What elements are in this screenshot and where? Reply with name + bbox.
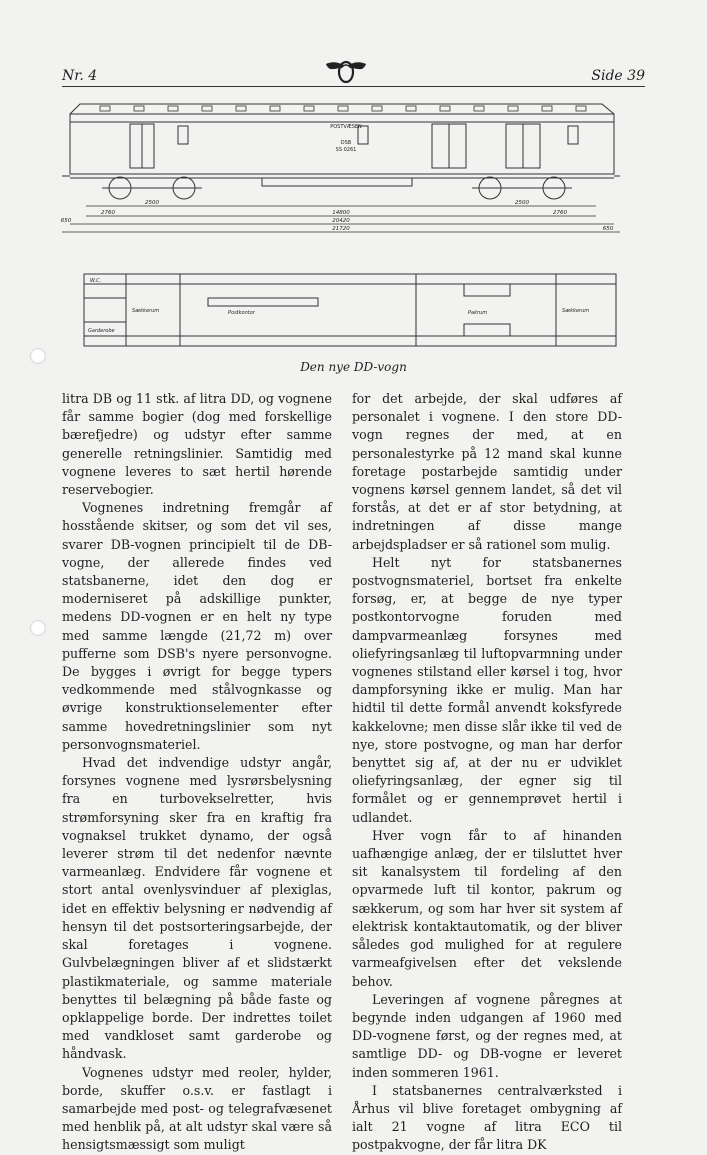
punch-hole [30, 348, 46, 364]
svg-text:650: 650 [60, 218, 72, 224]
room-saekkerum-left: Sækkerum [132, 308, 160, 314]
paragraph: Vognenes indretning fremgår af hosstående skitser, og som det vil ses, svarer DB-vognen principielt til de DB-vogne, der allerede findes ved statsbanerne, idet den dog er moderniseret på adskillige punkter, medens DD-vognen er en helt ny type med samme længde (21,72 m) over pufferne som DSB's nyere personvogne. De bygges i øvrigt for begge typers vedkommende med stålvognkasse og øvrige konstruktionselementer efter samme hovedretningslinier som nyt personvognsmateriel. [62, 500, 332, 752]
floor-plan-drawing [78, 268, 622, 352]
car-number-label: SS 0261 [335, 147, 357, 153]
paragraph: Hvad det indvendige udstyr angår, forsynes vognene med lysrørsbelysning fra en turbovekselretter, hvis strømforsyning sker fra en kraftig fra vognaksel trukket dynamo, der også leverer strøm til det nedenfor nævnte varmeanlæg. Endvidere får vognene et stort antal ovenlysvinduer af plexiglas, idet en effektiv belysning er nødvendig af hensyn til det postsorteringsarbejde, der skal foretages i vognene. Gulvbelægningen bliver af et slidstærkt plastikmateriale, og samme materiale benyttes til belægning på både faste og opklappelige borde. Der indrettes toilet med vandkloset samt garderobe og håndvask. [62, 755, 332, 1062]
dsb-winged-wheel-logo [324, 56, 368, 86]
dsb-label: DSB [340, 140, 352, 146]
paragraph: I statsbanernes centralværksted i Århus vil blive foretaget ombygning af ialt 21 vogne af litra ECO til postpakvogne, der får litra DK [352, 1082, 622, 1153]
svg-text:14800: 14800 [332, 210, 350, 216]
postvaesen-label: POSTVÆSEN [330, 124, 362, 130]
issue-number: Nr. 4 [62, 68, 98, 84]
paragraph: Leveringen af vognene påregnes at begynde inden udgangen af 1960 med DD-vognene først, og der regnes med, at samtlige DD- og DB-vogne er leveret inden sommeren 1961. [352, 991, 622, 1080]
svg-text:650: 650 [602, 226, 614, 232]
right-column [352, 390, 622, 1155]
room-pakrum: Pakrum [468, 310, 488, 316]
header-rule [62, 86, 645, 87]
page-header [62, 68, 645, 88]
paragraph: Hver vogn får to af hinanden uafhængige anlæg, der er tilsluttet hver sit kanalsystem til fordeling af den opvarmede luft til kontor, pakrum og sækkerum, og som har hver sit system af elektrisk kontaktautomatik, og der bliver således god mulighed for at regulere varmeafgivelsen efter det vekslende behov. [352, 827, 622, 989]
paragraph: Vognenes udstyr med reoler, hylder, borde, skuffer o.s.v. er fastlagt i samarbejde med post- og telegrafvæsenet med henblik på, at alt udstyr skal være så hensigtsmæssigt som muligt [62, 1064, 332, 1153]
figure-caption: Den nye DD-vogn [300, 360, 407, 374]
paragraph: for det arbejde, der skal udføres af personalet i vognene. I den store DD-vogn regnes der med, at en personalestyrke på 12 mand skal kunne foretage postarbejde samtidig under vognens kørsel gennem landet, så det vil forstås, at det er af stor betydning, at indretningen af disse mange arbejdspladser er så rationel som mulig. [352, 391, 622, 552]
room-garderobe: Garderobe [88, 328, 115, 334]
svg-text:2500: 2500 [145, 200, 159, 206]
svg-text:21720: 21720 [332, 226, 350, 232]
punch-hole [30, 620, 46, 636]
left-column [62, 390, 332, 1155]
room-saekkerum-right: Sækkerum [562, 308, 590, 314]
page-number: Side 39 [591, 68, 645, 84]
svg-text:20420: 20420 [332, 218, 350, 224]
paragraph: Helt nyt for statsbanernes postvognsmateriel, bortset fra enkelte forsøg, er, at begge de nye typer postkontorvogne foruden med dampvarmeanlæg forsynes med oliefyringsanlæg til luftopvarmning under vognenes stilstand eller kørsel i tog, hvor dampforsyning ikke er mulig. Man har hidtil til dette formål anvendt koksfyrede kakkelovne; men disse slår ikke til ved de nye, store postvogne, og man har derfor benyttet sig af, at der nu er udviklet oliefyringsanlæg, der egner sig til formålet og er gennemprøvet hertil i udlandet. [352, 554, 622, 825]
room-postkontor: Postkontor [228, 310, 255, 316]
svg-text:2500: 2500 [515, 200, 529, 206]
svg-text:2760: 2760 [101, 210, 115, 216]
paragraph: litra DB og 11 stk. af litra DD, og vognene får samme bogier (dog med forskellige bærefjedre) og udstyr efter samme generelle retningslinier. Samtidig med vognene leveres to sæt hertil hørende reservebogier. [62, 391, 332, 498]
svg-text:2760: 2760 [553, 210, 567, 216]
room-wc: W.C. [90, 278, 102, 284]
